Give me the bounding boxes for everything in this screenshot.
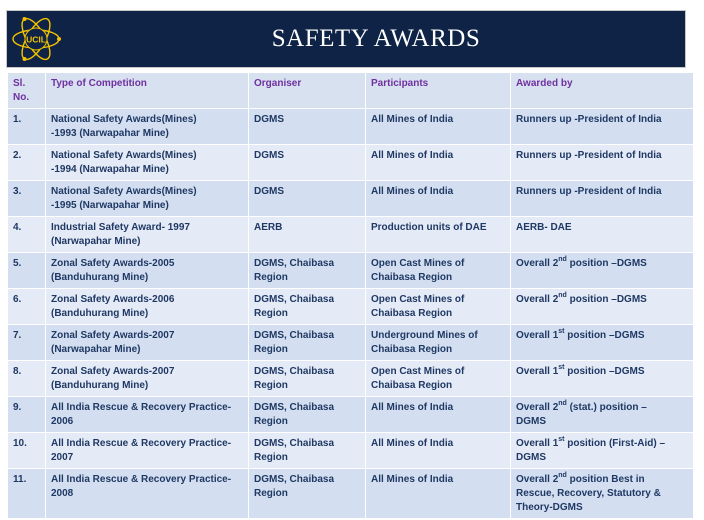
table-row: [8, 469, 694, 519]
cell-organiser: [249, 433, 366, 469]
cell-line: (Narwapahar Mine): [51, 236, 141, 247]
cell-line: Zonal Safety Awards-2007: [51, 330, 175, 341]
cell-line: All India Rescue & Recovery Practice-: [51, 438, 232, 449]
cell-competition: [46, 289, 249, 325]
column-header-awarded-by: Awarded by: [511, 73, 694, 109]
cell-line: All Mines of India: [371, 150, 454, 161]
cell-organiser: [249, 289, 366, 325]
cell-line: National Safety Awards(Mines): [51, 186, 197, 197]
cell-organiser: [249, 397, 366, 433]
awarded-before: Runners up -President of India: [516, 114, 662, 125]
cell-awarded-by: [511, 361, 694, 397]
cell-awarded-by: [511, 109, 694, 145]
cell-line: -1995 (Narwapahar Mine): [51, 200, 169, 211]
table-row: [8, 181, 694, 217]
cell-line: DGMS, Chaibasa: [254, 438, 335, 449]
awarded-sup: nd: [558, 399, 567, 407]
awarded-sup: st: [558, 435, 565, 443]
awarded-line: Rescue, Recovery, Statutory &: [516, 488, 661, 499]
cell-line: -1994 (Narwapahar Mine): [51, 164, 169, 175]
table-row: [8, 325, 694, 361]
cell-line: DGMS: [254, 114, 284, 125]
cell-line: Open Cast Mines of: [371, 294, 465, 305]
awarded-after: position –DGMS: [566, 294, 647, 305]
cell-line: Zonal Safety Awards-2006: [51, 294, 175, 305]
cell-line: -1993 (Narwapahar Mine): [51, 128, 169, 139]
awarded-sup: nd: [558, 471, 567, 479]
awarded-before: AERB- DAE: [516, 222, 572, 233]
table-row: [8, 397, 694, 433]
cell-awarded-by: [511, 145, 694, 181]
awarded-before: Overall 1: [516, 330, 559, 341]
cell-organiser: [249, 181, 366, 217]
cell-line: Region: [254, 452, 288, 463]
awarded-after: position –DGMS: [564, 330, 645, 341]
awarded-line: Theory-DGMS: [516, 502, 583, 513]
table-row: [8, 109, 694, 145]
cell-line: DGMS: [254, 186, 284, 197]
cell-line: 2007: [51, 452, 74, 463]
cell-line: Chaibasa Region: [371, 344, 453, 355]
cell-participants: [366, 181, 511, 217]
cell-line: Chaibasa Region: [371, 308, 453, 319]
awarded-line: DGMS: [516, 416, 546, 427]
cell-participants: [366, 109, 511, 145]
cell-line: DGMS, Chaibasa: [254, 258, 335, 269]
column-header-organiser: Organiser: [249, 73, 366, 109]
cell-line: Region: [254, 488, 288, 499]
table-header-row: [8, 73, 694, 109]
cell-awarded-by: [511, 397, 694, 433]
cell-line: National Safety Awards(Mines): [51, 114, 197, 125]
atom-logo-icon: [10, 13, 62, 65]
cell-competition: [46, 253, 249, 289]
cell-participants: [366, 469, 511, 519]
cell-line: (Banduhurang Mine): [51, 308, 149, 319]
table-row: [8, 289, 694, 325]
awarded-after: (stat.) position –: [566, 402, 647, 413]
cell-organiser: [249, 253, 366, 289]
cell-sl-no: 7.: [8, 325, 46, 361]
safety-awards-table: [7, 72, 694, 519]
cell-line: Region: [254, 416, 288, 427]
cell-line: AERB: [254, 222, 283, 233]
table-row: [8, 217, 694, 253]
cell-sl-no: 9.: [8, 397, 46, 433]
table-row: [8, 361, 694, 397]
cell-sl-no: 10.: [8, 433, 46, 469]
cell-competition: [46, 469, 249, 519]
cell-awarded-by: [511, 253, 694, 289]
awarded-before: Overall 2: [516, 294, 559, 305]
cell-line: All Mines of India: [371, 186, 454, 197]
cell-competition: [46, 433, 249, 469]
cell-awarded-by: [511, 469, 694, 519]
cell-sl-no: 6.: [8, 289, 46, 325]
cell-awarded-by: [511, 433, 694, 469]
cell-line: Open Cast Mines of: [371, 258, 465, 269]
awarded-before: Overall 1: [516, 438, 559, 449]
cell-line: 2008: [51, 488, 74, 499]
cell-line: Zonal Safety Awards-2007: [51, 366, 175, 377]
table-row: [8, 253, 694, 289]
cell-participants: [366, 397, 511, 433]
cell-participants: [366, 217, 511, 253]
cell-line: All Mines of India: [371, 438, 454, 449]
cell-line: Region: [254, 344, 288, 355]
awarded-after: position –DGMS: [566, 258, 647, 269]
awarded-before: Runners up -President of India: [516, 186, 662, 197]
cell-line: All Mines of India: [371, 474, 454, 485]
awarded-before: Overall 2: [516, 258, 559, 269]
cell-line: (Banduhurang Mine): [51, 272, 149, 283]
cell-competition: [46, 181, 249, 217]
cell-participants: [366, 433, 511, 469]
cell-line: Industrial Safety Award- 1997: [51, 222, 190, 233]
cell-line: Zonal Safety Awards-2005: [51, 258, 175, 269]
cell-organiser: [249, 217, 366, 253]
logo-text: UCIL: [26, 34, 46, 45]
awarded-before: Overall 2: [516, 402, 559, 413]
cell-participants: [366, 289, 511, 325]
cell-competition: [46, 397, 249, 433]
column-header-sl-no: Sl. No.: [8, 73, 46, 109]
cell-line: National Safety Awards(Mines): [51, 150, 197, 161]
awarded-sup: st: [558, 327, 565, 335]
cell-participants: [366, 145, 511, 181]
cell-line: DGMS, Chaibasa: [254, 474, 335, 485]
cell-participants: [366, 253, 511, 289]
cell-competition: [46, 145, 249, 181]
cell-line: DGMS, Chaibasa: [254, 294, 335, 305]
cell-awarded-by: [511, 181, 694, 217]
awarded-sup: st: [558, 363, 565, 371]
cell-competition: [46, 217, 249, 253]
awarded-sup: nd: [558, 255, 567, 263]
column-header-participants: Participants: [366, 73, 511, 109]
cell-organiser: [249, 325, 366, 361]
table-row: [8, 145, 694, 181]
cell-line: Open Cast Mines of: [371, 366, 465, 377]
ucil-logo: [10, 13, 62, 65]
cell-line: DGMS, Chaibasa: [254, 402, 335, 413]
title-banner: [6, 10, 686, 68]
cell-competition: [46, 109, 249, 145]
cell-sl-no: 1.: [8, 109, 46, 145]
cell-sl-no: 4.: [8, 217, 46, 253]
cell-line: All India Rescue & Recovery Practice-: [51, 402, 232, 413]
cell-line: DGMS: [254, 150, 284, 161]
cell-participants: [366, 325, 511, 361]
column-header-type-of-competition: Type of Competition: [46, 73, 249, 109]
cell-sl-no: 8.: [8, 361, 46, 397]
cell-line: All Mines of India: [371, 114, 454, 125]
cell-line: Chaibasa Region: [371, 380, 453, 391]
cell-awarded-by: [511, 289, 694, 325]
cell-organiser: [249, 145, 366, 181]
cell-line: Region: [254, 272, 288, 283]
cell-line: Underground Mines of: [371, 330, 478, 341]
cell-organiser: [249, 109, 366, 145]
cell-line: DGMS, Chaibasa: [254, 330, 335, 341]
table-body: [8, 109, 694, 519]
cell-sl-no: 2.: [8, 145, 46, 181]
page-title: SAFETY AWARDS: [271, 25, 481, 52]
cell-competition: [46, 325, 249, 361]
awarded-before: Overall 1: [516, 366, 559, 377]
awarded-line: DGMS: [516, 452, 546, 463]
table-row: [8, 433, 694, 469]
cell-sl-no: 5.: [8, 253, 46, 289]
cell-line: Region: [254, 308, 288, 319]
cell-line: Production units of DAE: [371, 222, 487, 233]
cell-line: 2006: [51, 416, 74, 427]
cell-participants: [366, 361, 511, 397]
awarded-before: Overall 2: [516, 474, 559, 485]
cell-line: (Banduhurang Mine): [51, 380, 149, 391]
awarded-before: Runners up -President of India: [516, 150, 662, 161]
cell-line: Region: [254, 380, 288, 391]
cell-organiser: [249, 361, 366, 397]
cell-awarded-by: [511, 325, 694, 361]
cell-sl-no: 11.: [8, 469, 46, 519]
cell-line: All Mines of India: [371, 402, 454, 413]
awarded-sup: nd: [558, 291, 567, 299]
cell-competition: [46, 361, 249, 397]
cell-line: DGMS, Chaibasa: [254, 366, 335, 377]
cell-organiser: [249, 469, 366, 519]
awarded-after: position (First-Aid) –: [564, 438, 666, 449]
cell-sl-no: 3.: [8, 181, 46, 217]
cell-awarded-by: [511, 217, 694, 253]
cell-line: (Narwapahar Mine): [51, 344, 141, 355]
cell-line: Chaibasa Region: [371, 272, 453, 283]
cell-line: All India Rescue & Recovery Practice-: [51, 474, 232, 485]
awarded-after: position Best in: [566, 474, 645, 485]
awarded-after: position –DGMS: [564, 366, 645, 377]
